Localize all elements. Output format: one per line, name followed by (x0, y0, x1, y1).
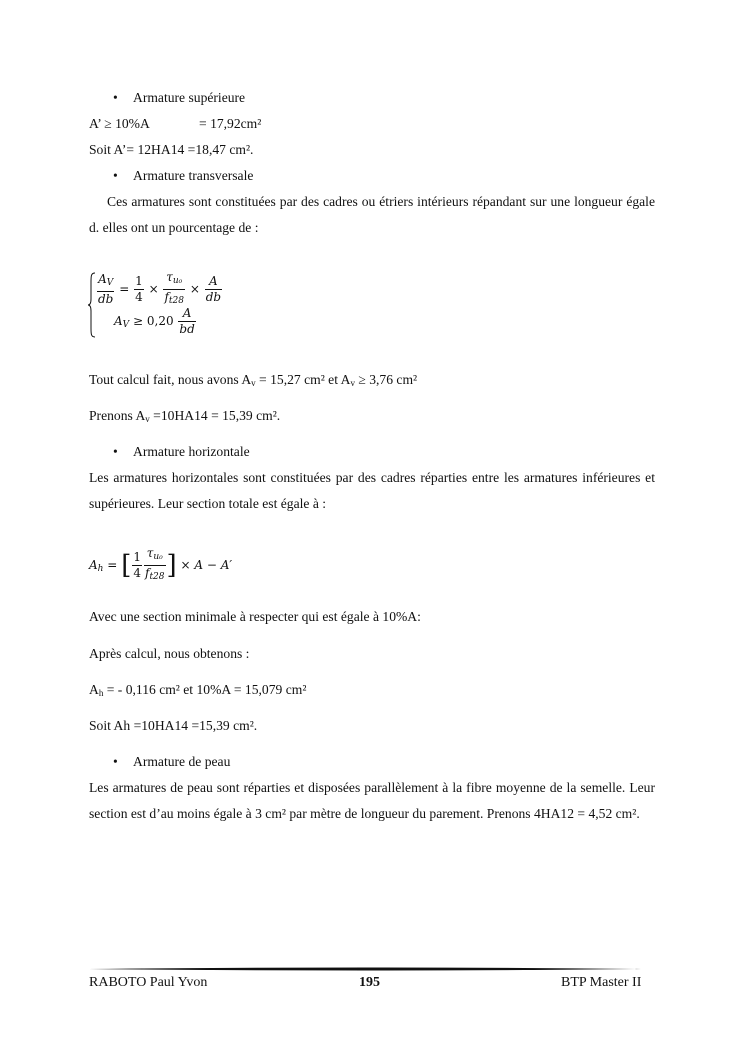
transversal-paragraph: Ces armatures sont constituées par des cadres ou étriers intérieurs répandant sur une longueur égale d. elles ont un pourcentage de : (89, 194, 655, 235)
heading-text: Armature transversale (133, 168, 254, 183)
heading-text: Armature supérieure (133, 90, 246, 105)
fraction-tau-over-f: $\frac{\tau_{u_0}}{f_{t28}}$ (144, 546, 165, 582)
bullet-dot-icon: • (113, 754, 118, 769)
left-brace-icon (88, 272, 96, 338)
formula-av-minimum: $A_V \ge 0,20$ $\frac{A}{bd}$ (114, 306, 195, 336)
soit-aprime-line: Soit A’= 12HA14 =18,47 cm². (89, 142, 254, 157)
fraction-one-quarter: $\frac{1}{4}$ (135, 274, 143, 304)
fraction-a-over-db: $\frac{A}{db}$ (205, 274, 222, 304)
horizontal-paragraph: Les armatures horizontales sont constituées par des cadres réparties entre les armatures inférieures et supérieures. Leur section totale est égale à : (89, 470, 655, 511)
fraction-a-over-bd: $\frac{A}{bd}$ (179, 306, 195, 336)
bullet-armature-superieure (113, 90, 245, 106)
peau-paragraph: Les armatures de peau sont réparties et disposées parallèlement à la fibre moyenne de la semelle. Leur section est d’au moins égale à 3 cm² par mètre de longueur du parement. Prenons 4HA12 = 4,52 cm². (89, 780, 655, 821)
ah-result-line: $A_h$ = - 0,116 cm² et 10%A = 15,079 cm² (89, 682, 307, 698)
heading-text: Armature de peau (133, 754, 231, 769)
footer-program: BTP Master II (561, 975, 642, 990)
bullet-dot-icon: • (113, 168, 118, 183)
bullet-armature-peau (113, 754, 230, 770)
soit-ah-line: Soit Ah =10HA14 =15,39 cm². (89, 718, 258, 733)
formula-horizontal-section: $A_h$ = [ $\frac{1}{4}$ $\frac{\tau_{u_0}}{f_{t28}}$ ] × A − A′ (89, 546, 232, 585)
bullet-dot-icon: • (113, 444, 118, 459)
fraction-tau-over-f: $\frac{\tau_{u_0}}{f_{t28}}$ (164, 270, 184, 306)
aprime-condition-right: = 17,92cm² (199, 116, 262, 131)
apres-calcul-line: Après calcul, nous obtenons : (89, 646, 250, 661)
formula-transversal-ratio: $\frac{A_V}{db}$ = $\frac{1}{4}$ × $\frac{\tau_{u_0}}{f_{t28}}$ × $\frac{A}{db}$ (96, 270, 223, 309)
bullet-armature-horizontale (113, 444, 250, 460)
footer-rule (89, 967, 641, 971)
aprime-condition-left: A’ ≥ 10%A (89, 116, 150, 131)
tout-calcul-line: Tout calcul fait, nous avons $A_v = 15,27$ cm² et $A_v \ge 3,76$ cm² (89, 372, 418, 388)
bullet-armature-transversale (113, 168, 253, 184)
footer-author: RABOTO Paul Yvon (89, 975, 208, 990)
fraction-one-quarter: $\frac{1}{4}$ (133, 550, 141, 580)
right-bracket-icon: ] (166, 550, 177, 581)
footer-page-number: 195 (359, 975, 380, 990)
bullet-dot-icon: • (113, 90, 118, 105)
fraction-av-over-db: $\frac{A_V}{db}$ (98, 272, 114, 306)
left-bracket-icon: [ (121, 550, 132, 581)
prenons-av-line: Prenons $A_v =10HA14 = 15,39$ cm². (89, 408, 281, 424)
avec-section-line: Avec une section minimale à respecter qui est égale à 10%A: (89, 609, 421, 624)
aprime-condition-line (89, 116, 655, 132)
heading-text: Armature horizontale (133, 444, 250, 459)
